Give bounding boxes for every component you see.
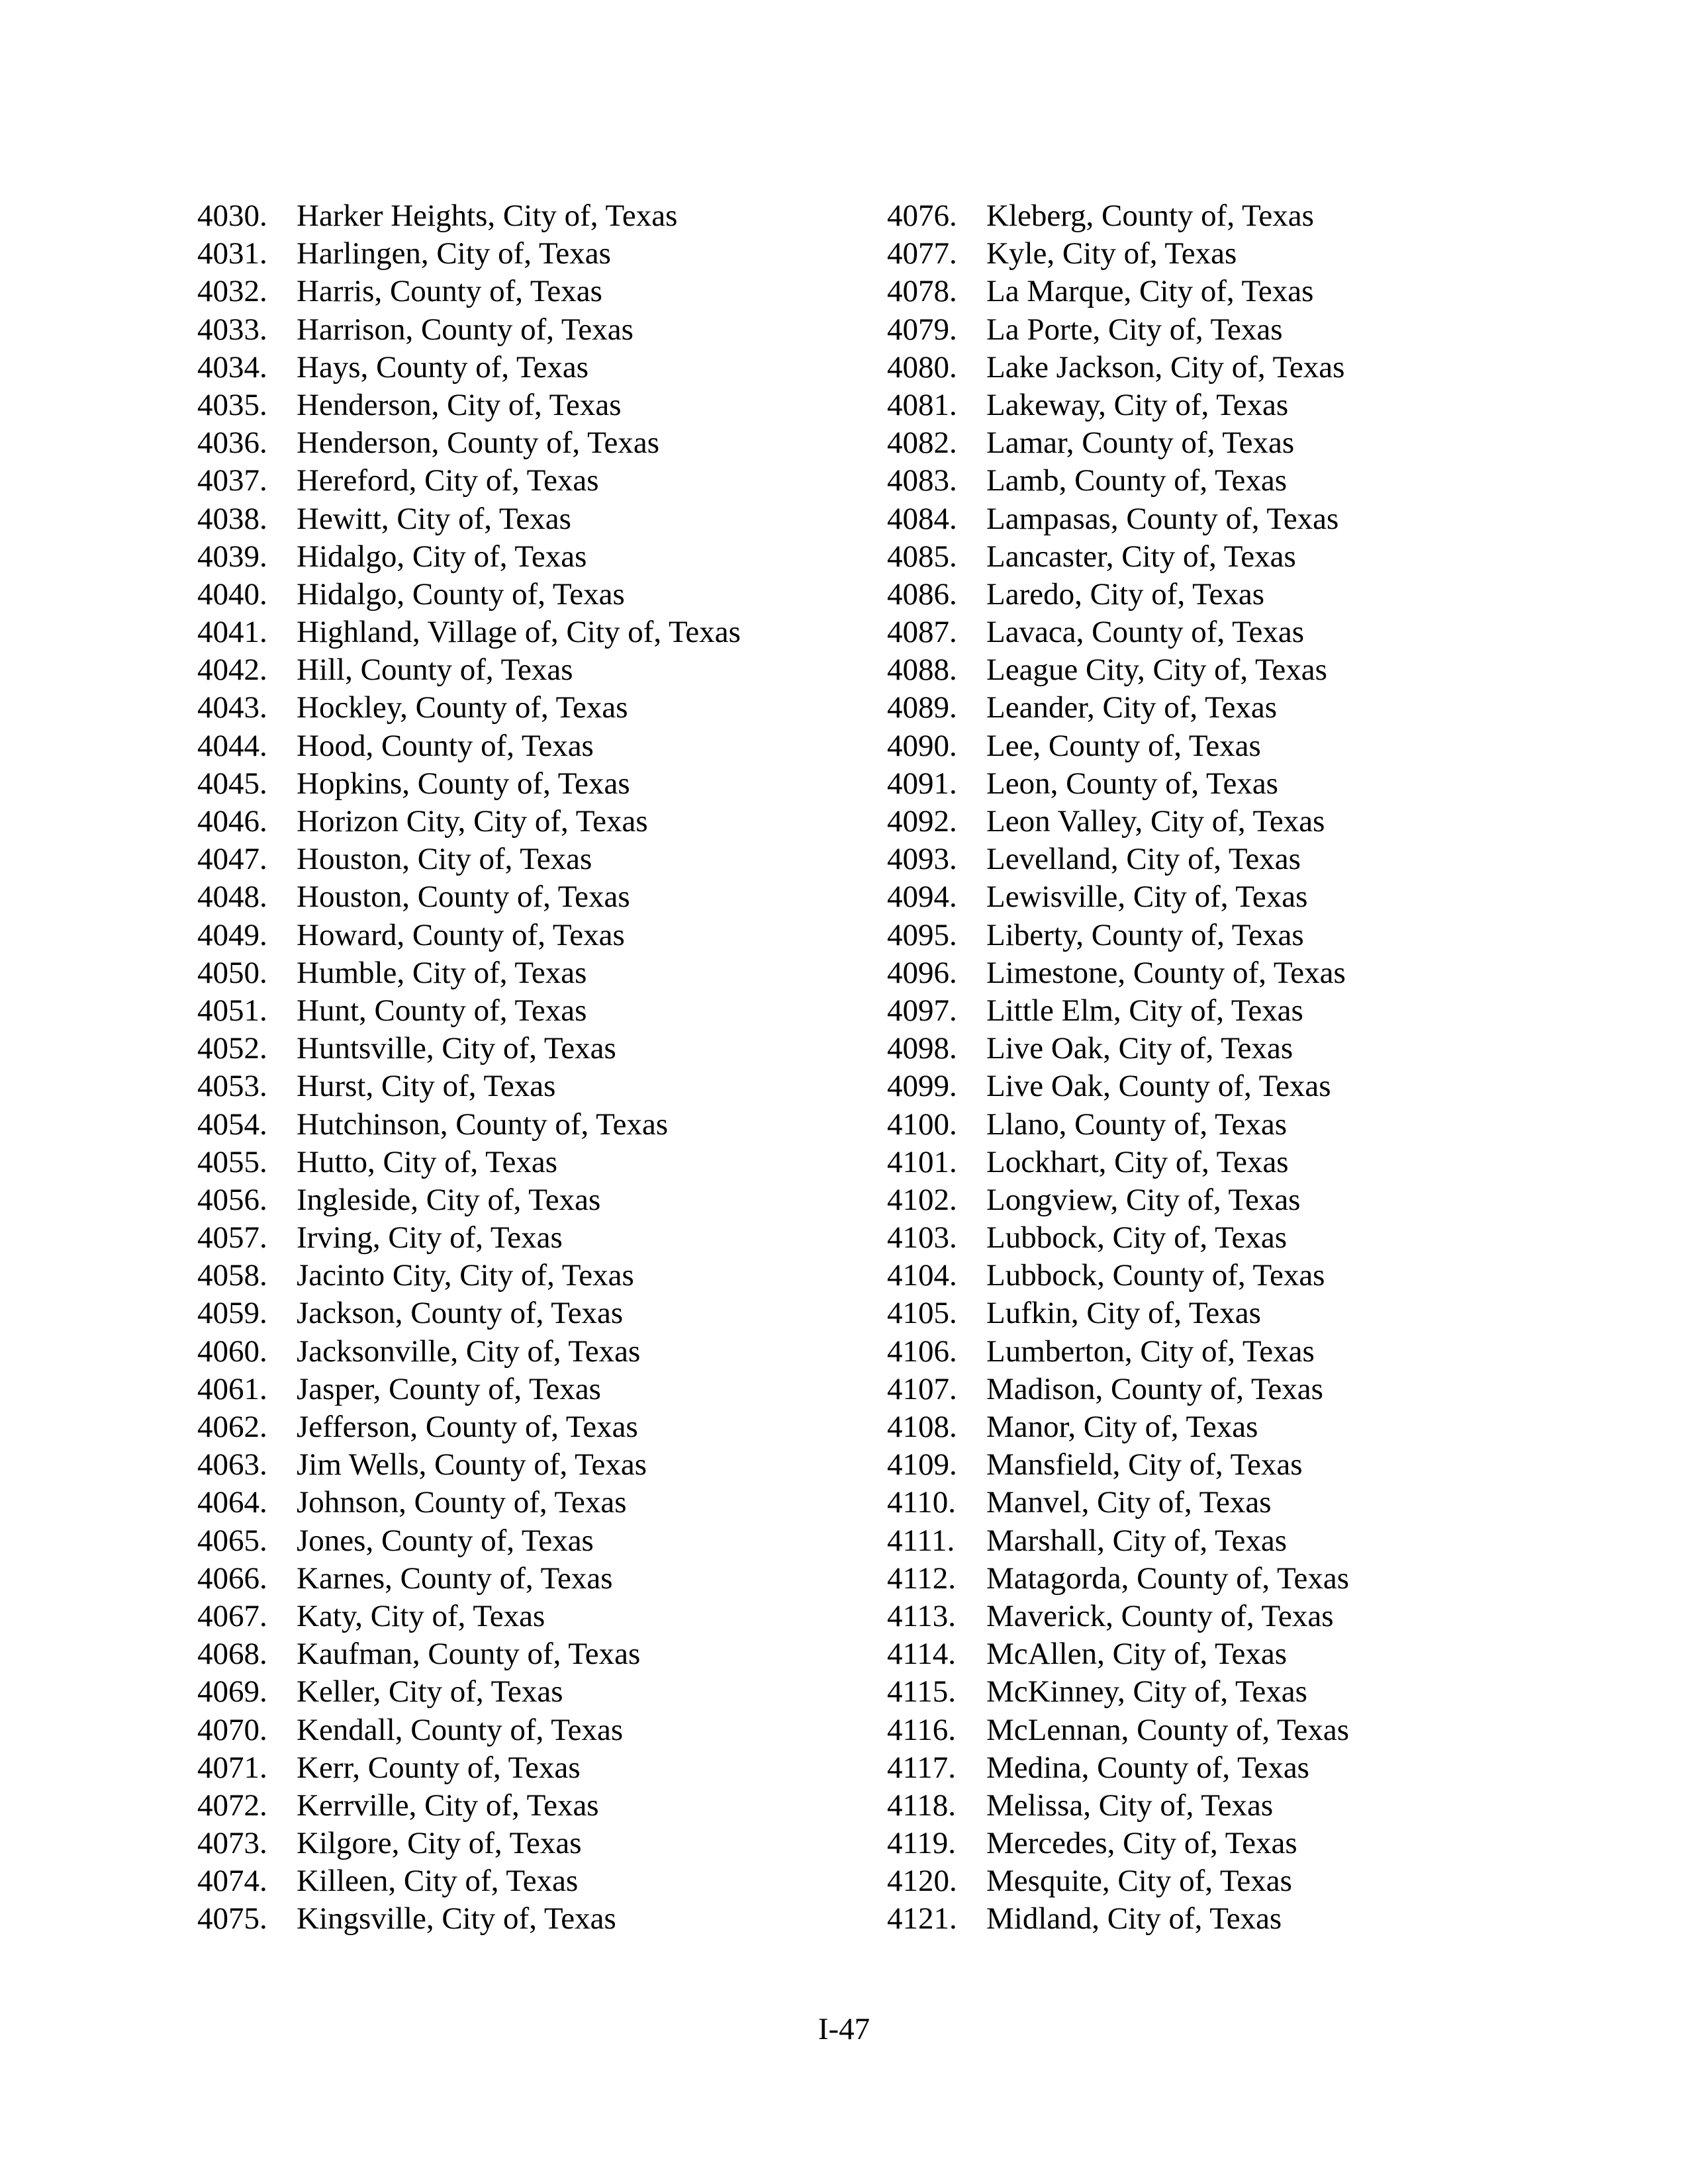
list-item xyxy=(197,387,859,424)
item-name: Kingsville, City of, Texas xyxy=(297,1901,616,1936)
item-name: Lancaster, City of, Texas xyxy=(986,539,1296,574)
list-item xyxy=(197,1446,859,1484)
item-number: 4114. xyxy=(887,1637,957,1672)
item-number: 4076. xyxy=(887,199,957,233)
item-number: 4104. xyxy=(887,1258,957,1293)
item-number: 4116. xyxy=(887,1712,957,1747)
list-item xyxy=(887,1030,1549,1068)
item-name: Hurst, City of, Texas xyxy=(297,1069,556,1104)
item-number: 4037. xyxy=(197,463,267,498)
item-number: 4034. xyxy=(197,349,267,385)
item-name: Midland, City of, Texas xyxy=(986,1901,1282,1936)
item-number: 4073. xyxy=(197,1826,267,1861)
item-name: Keller, City of, Texas xyxy=(297,1674,563,1709)
item-name: Harker Heights, City of, Texas xyxy=(297,199,678,233)
list-item xyxy=(887,651,1549,689)
item-name: McKinney, City of, Texas xyxy=(986,1674,1307,1709)
list-item xyxy=(887,1219,1549,1257)
item-number: 4111. xyxy=(887,1523,955,1558)
list-item xyxy=(887,273,1549,310)
item-number: 4059. xyxy=(197,1296,267,1331)
list-item xyxy=(197,651,859,689)
list-item xyxy=(197,1030,859,1068)
item-name: Lamar, County of, Texas xyxy=(986,426,1295,461)
list-item xyxy=(197,1484,859,1522)
item-name: Horizon City, City of, Texas xyxy=(297,804,648,839)
item-name: Lumberton, City of, Texas xyxy=(986,1334,1315,1369)
item-name: McLennan, County of, Texas xyxy=(986,1712,1349,1747)
left-column-list xyxy=(197,197,859,1938)
item-name: Longview, City of, Texas xyxy=(986,1182,1301,1217)
list-item xyxy=(887,1900,1549,1938)
item-name: Harlingen, City of, Texas xyxy=(297,236,611,271)
item-number: 4115. xyxy=(887,1674,957,1709)
item-name: Harris, County of, Texas xyxy=(297,274,602,309)
item-name: Manor, City of, Texas xyxy=(986,1410,1258,1444)
item-number: 4092. xyxy=(887,804,957,839)
item-number: 4110. xyxy=(887,1485,957,1520)
item-name: Hill, County of, Texas xyxy=(297,653,573,688)
list-item xyxy=(887,462,1549,500)
item-number: 4113. xyxy=(887,1598,957,1633)
list-item xyxy=(197,1333,859,1371)
list-item xyxy=(887,954,1549,992)
list-item xyxy=(197,1825,859,1862)
item-name: Lewisville, City of, Texas xyxy=(986,880,1308,915)
list-item xyxy=(887,197,1549,235)
item-name: Little Elm, City of, Texas xyxy=(986,993,1303,1028)
item-number: 4035. xyxy=(197,387,267,422)
item-number: 4084. xyxy=(887,501,957,536)
item-number: 4095. xyxy=(887,917,957,952)
list-item xyxy=(197,1598,859,1635)
item-name: Medina, County of, Texas xyxy=(986,1750,1309,1785)
list-item xyxy=(197,689,859,727)
item-name: Maverick, County of, Texas xyxy=(986,1598,1334,1633)
item-name: Kerrville, City of, Texas xyxy=(297,1788,599,1823)
item-number: 4094. xyxy=(887,880,957,915)
list-item xyxy=(197,311,859,349)
list-item xyxy=(197,273,859,310)
item-number: 4043. xyxy=(197,690,267,725)
item-number: 4085. xyxy=(887,539,957,574)
list-item xyxy=(887,1068,1549,1105)
item-name: Lampasas, County of, Texas xyxy=(986,501,1339,536)
item-name: Jacinto City, City of, Texas xyxy=(297,1258,634,1293)
item-number: 4062. xyxy=(197,1410,267,1444)
list-item xyxy=(197,424,859,462)
list-item xyxy=(197,538,859,576)
list-item xyxy=(887,917,1549,954)
item-name: Lavaca, County of, Texas xyxy=(986,615,1305,650)
list-item xyxy=(887,1446,1549,1484)
list-item xyxy=(197,1900,859,1938)
item-name: Lake Jackson, City of, Texas xyxy=(986,349,1345,385)
item-name: McAllen, City of, Texas xyxy=(986,1637,1288,1672)
item-name: Houston, County of, Texas xyxy=(297,880,630,915)
item-number: 4083. xyxy=(887,463,957,498)
item-number: 4044. xyxy=(197,728,267,763)
item-name: Leon, County of, Texas xyxy=(986,766,1278,801)
item-number: 4054. xyxy=(197,1107,267,1142)
list-item xyxy=(887,1333,1549,1371)
item-name: Limestone, County of, Texas xyxy=(986,955,1346,990)
list-item xyxy=(887,1825,1549,1862)
item-name: Hays, County of, Texas xyxy=(297,349,588,385)
item-number: 4045. xyxy=(197,766,267,801)
list-item xyxy=(197,500,859,538)
item-number: 4030. xyxy=(197,199,267,233)
item-number: 4105. xyxy=(887,1296,957,1331)
item-name: Leander, City of, Texas xyxy=(986,690,1278,725)
item-number: 4106. xyxy=(887,1334,957,1369)
list-item xyxy=(887,1181,1549,1219)
item-name: Hunt, County of, Texas xyxy=(297,993,587,1028)
list-item xyxy=(197,1219,859,1257)
item-number: 4080. xyxy=(887,349,957,385)
right-column-list xyxy=(887,197,1549,1938)
item-number: 4074. xyxy=(197,1864,267,1899)
list-item xyxy=(887,1408,1549,1446)
item-number: 4050. xyxy=(197,955,267,990)
item-number: 4066. xyxy=(197,1561,267,1596)
list-item xyxy=(887,1673,1549,1711)
list-item xyxy=(887,235,1549,273)
item-number: 4068. xyxy=(197,1637,267,1672)
item-number: 4100. xyxy=(887,1107,957,1142)
list-item xyxy=(887,841,1549,878)
item-name: Kyle, City of, Texas xyxy=(986,236,1237,271)
list-item xyxy=(197,1257,859,1295)
list-item xyxy=(887,424,1549,462)
item-name: Lee, County of, Texas xyxy=(986,728,1261,763)
item-number: 4098. xyxy=(887,1031,957,1066)
list-item xyxy=(197,1371,859,1408)
item-number: 4117. xyxy=(887,1750,957,1785)
item-name: Jones, County of, Texas xyxy=(297,1523,594,1558)
list-item xyxy=(197,1408,859,1446)
item-name: Live Oak, City of, Texas xyxy=(986,1031,1293,1066)
list-item xyxy=(197,727,859,765)
item-number: 4097. xyxy=(887,993,957,1028)
item-name: Hutchinson, County of, Texas xyxy=(297,1107,669,1142)
item-number: 4099. xyxy=(887,1069,957,1104)
list-item xyxy=(887,311,1549,349)
item-name: Laredo, City of, Texas xyxy=(986,576,1265,612)
list-item xyxy=(197,917,859,954)
item-number: 4067. xyxy=(197,1598,267,1633)
list-item xyxy=(197,803,859,841)
list-item xyxy=(197,1522,859,1560)
list-item xyxy=(887,1144,1549,1181)
list-item xyxy=(887,1484,1549,1522)
item-number: 4093. xyxy=(887,842,957,877)
item-number: 4039. xyxy=(197,539,267,574)
item-name: League City, City of, Texas xyxy=(986,653,1327,688)
list-item xyxy=(197,1749,859,1787)
item-name: Jacksonville, City of, Texas xyxy=(297,1334,641,1369)
list-item xyxy=(887,1522,1549,1560)
list-item xyxy=(197,349,859,387)
list-item xyxy=(887,576,1549,614)
list-item xyxy=(887,1106,1549,1144)
item-number: 4077. xyxy=(887,236,957,271)
page-number: I-47 xyxy=(818,2012,870,2046)
list-item xyxy=(197,1787,859,1825)
item-name: Mesquite, City of, Texas xyxy=(986,1864,1292,1899)
item-name: Liberty, County of, Texas xyxy=(986,917,1304,952)
item-number: 4103. xyxy=(887,1220,957,1255)
item-name: Katy, City of, Texas xyxy=(297,1598,545,1633)
item-number: 4109. xyxy=(887,1447,957,1482)
item-name: Hockley, County of, Texas xyxy=(297,690,628,725)
item-number: 4089. xyxy=(887,690,957,725)
item-number: 4063. xyxy=(197,1447,267,1482)
item-name: Hood, County of, Texas xyxy=(297,728,594,763)
list-item xyxy=(197,1862,859,1900)
item-name: Manvel, City of, Texas xyxy=(986,1485,1272,1520)
list-item xyxy=(197,1181,859,1219)
list-item xyxy=(887,992,1549,1030)
item-name: Harrison, County of, Texas xyxy=(297,312,633,347)
item-number: 4051. xyxy=(197,993,267,1028)
item-name: Irving, City of, Texas xyxy=(297,1220,563,1255)
list-item xyxy=(887,349,1549,387)
item-number: 4119. xyxy=(887,1826,957,1861)
item-name: Kilgore, City of, Texas xyxy=(297,1826,582,1861)
list-item xyxy=(887,538,1549,576)
item-name: Levelland, City of, Texas xyxy=(986,842,1301,877)
item-number: 4038. xyxy=(197,501,267,536)
item-number: 4049. xyxy=(197,917,267,952)
list-item xyxy=(197,1144,859,1181)
item-number: 4058. xyxy=(197,1258,267,1293)
item-number: 4096. xyxy=(887,955,957,990)
item-number: 4079. xyxy=(887,312,957,347)
list-item xyxy=(887,500,1549,538)
list-item xyxy=(887,1257,1549,1295)
list-item xyxy=(197,197,859,235)
item-name: La Porte, City of, Texas xyxy=(986,312,1283,347)
item-name: Killeen, City of, Texas xyxy=(297,1864,579,1899)
list-item xyxy=(887,878,1549,916)
item-name: Live Oak, County of, Texas xyxy=(986,1069,1331,1104)
item-number: 4041. xyxy=(197,615,267,650)
list-item xyxy=(197,841,859,878)
item-number: 4090. xyxy=(887,728,957,763)
list-item xyxy=(197,1106,859,1144)
item-number: 4033. xyxy=(197,312,267,347)
list-item xyxy=(197,1673,859,1711)
item-name: Mansfield, City of, Texas xyxy=(986,1447,1303,1482)
list-item xyxy=(197,1711,859,1749)
list-item xyxy=(887,1371,1549,1408)
list-item xyxy=(197,576,859,614)
item-name: Kleberg, County of, Texas xyxy=(986,199,1314,233)
item-number: 4048. xyxy=(197,880,267,915)
item-number: 4121. xyxy=(887,1901,957,1936)
list-item xyxy=(197,954,859,992)
item-number: 4102. xyxy=(887,1182,957,1217)
item-name: Hopkins, County of, Texas xyxy=(297,766,630,801)
item-name: Lockhart, City of, Texas xyxy=(986,1144,1289,1179)
item-name: Hereford, City of, Texas xyxy=(297,463,599,498)
item-number: 4065. xyxy=(197,1523,267,1558)
item-name: Karnes, County of, Texas xyxy=(297,1561,613,1596)
item-name: Lubbock, County of, Texas xyxy=(986,1258,1325,1293)
list-item xyxy=(197,1295,859,1332)
item-name: Hutto, City of, Texas xyxy=(297,1144,558,1179)
list-item xyxy=(197,1635,859,1673)
item-name: Henderson, County of, Texas xyxy=(297,426,660,461)
item-name: Llano, County of, Texas xyxy=(986,1107,1288,1142)
list-item xyxy=(197,614,859,651)
list-item xyxy=(887,1749,1549,1787)
item-number: 4031. xyxy=(197,236,267,271)
item-number: 4087. xyxy=(887,615,957,650)
item-number: 4053. xyxy=(197,1069,267,1104)
list-item xyxy=(887,1862,1549,1900)
list-item xyxy=(887,689,1549,727)
list-item xyxy=(887,387,1549,424)
item-number: 4075. xyxy=(197,1901,267,1936)
item-name: Kerr, County of, Texas xyxy=(297,1750,581,1785)
item-number: 4081. xyxy=(887,387,957,422)
item-name: Humble, City of, Texas xyxy=(297,955,587,990)
list-item xyxy=(887,1560,1549,1598)
item-name: Johnson, County of, Texas xyxy=(297,1485,627,1520)
item-name: Huntsville, City of, Texas xyxy=(297,1031,616,1066)
list-item xyxy=(887,1295,1549,1332)
item-name: Henderson, City of, Texas xyxy=(297,387,622,422)
item-number: 4056. xyxy=(197,1182,267,1217)
list-item xyxy=(887,614,1549,651)
item-number: 4072. xyxy=(197,1788,267,1823)
item-number: 4069. xyxy=(197,1674,267,1709)
item-name: Lufkin, City of, Texas xyxy=(986,1296,1261,1331)
list-item xyxy=(197,878,859,916)
list-item xyxy=(887,1635,1549,1673)
item-number: 4112. xyxy=(887,1561,957,1596)
item-name: Mercedes, City of, Texas xyxy=(986,1826,1297,1861)
list-item xyxy=(887,1787,1549,1825)
list-item xyxy=(197,462,859,500)
item-name: Ingleside, City of, Texas xyxy=(297,1182,601,1217)
item-name: Lamb, County of, Texas xyxy=(986,463,1288,498)
item-number: 4101. xyxy=(887,1144,957,1179)
list-item xyxy=(197,235,859,273)
item-name: Jackson, County of, Texas xyxy=(297,1296,624,1331)
item-name: Leon Valley, City of, Texas xyxy=(986,804,1325,839)
item-number: 4088. xyxy=(887,653,957,688)
item-number: 4036. xyxy=(197,426,267,461)
item-number: 4070. xyxy=(197,1712,267,1747)
item-name: Melissa, City of, Texas xyxy=(986,1788,1274,1823)
item-number: 4091. xyxy=(887,766,957,801)
item-name: Matagorda, County of, Texas xyxy=(986,1561,1349,1596)
item-number: 4108. xyxy=(887,1410,957,1444)
item-name: Kendall, County of, Texas xyxy=(297,1712,624,1747)
item-name: Madison, County of, Texas xyxy=(986,1371,1323,1406)
item-name: Kaufman, County of, Texas xyxy=(297,1637,641,1672)
item-name: Howard, County of, Texas xyxy=(297,917,625,952)
item-number: 4055. xyxy=(197,1144,267,1179)
item-name: La Marque, City of, Texas xyxy=(986,274,1314,309)
item-number: 4061. xyxy=(197,1371,267,1406)
list-item xyxy=(887,803,1549,841)
item-name: Hidalgo, County of, Texas xyxy=(297,576,625,612)
item-number: 4118. xyxy=(887,1788,957,1823)
item-number: 4120. xyxy=(887,1864,957,1899)
item-number: 4052. xyxy=(197,1031,267,1066)
item-number: 4082. xyxy=(887,426,957,461)
item-number: 4042. xyxy=(197,653,267,688)
item-number: 4071. xyxy=(197,1750,267,1785)
item-name: Jefferson, County of, Texas xyxy=(297,1410,638,1444)
list-item xyxy=(197,1560,859,1598)
item-number: 4107. xyxy=(887,1371,957,1406)
item-number: 4032. xyxy=(197,274,267,309)
item-number: 4046. xyxy=(197,804,267,839)
item-number: 4057. xyxy=(197,1220,267,1255)
item-number: 4064. xyxy=(197,1485,267,1520)
item-name: Marshall, City of, Texas xyxy=(986,1523,1288,1558)
item-name: Jim Wells, County of, Texas xyxy=(297,1447,647,1482)
item-name: Hidalgo, City of, Texas xyxy=(297,539,587,574)
item-name: Lubbock, City of, Texas xyxy=(986,1220,1288,1255)
item-number: 4047. xyxy=(197,842,267,877)
list-item xyxy=(197,1068,859,1105)
list-item xyxy=(197,992,859,1030)
list-item xyxy=(887,727,1549,765)
item-name: Highland, Village of, City of, Texas xyxy=(297,615,741,650)
item-number: 4060. xyxy=(197,1334,267,1369)
item-number: 4086. xyxy=(887,576,957,612)
item-name: Lakeway, City of, Texas xyxy=(986,387,1289,422)
item-name: Hewitt, City of, Texas xyxy=(297,501,571,536)
item-number: 4078. xyxy=(887,274,957,309)
list-item xyxy=(887,1711,1549,1749)
list-item xyxy=(887,1598,1549,1635)
list-item xyxy=(197,765,859,803)
item-name: Jasper, County of, Texas xyxy=(297,1371,601,1406)
item-number: 4040. xyxy=(197,576,267,612)
item-name: Houston, City of, Texas xyxy=(297,842,592,877)
list-item xyxy=(887,765,1549,803)
